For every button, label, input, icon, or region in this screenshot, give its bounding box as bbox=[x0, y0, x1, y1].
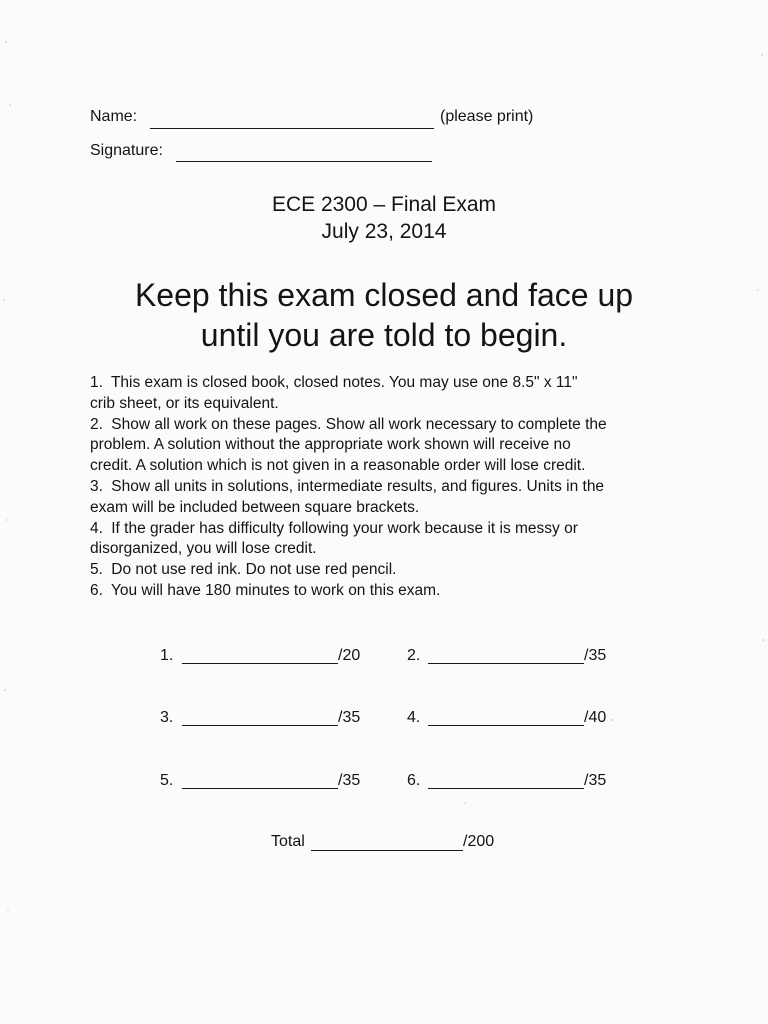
instruction-text: This exam is closed book, closed notes. You may use one 8.5" x 11" bbox=[110, 374, 578, 391]
score-max: /35 bbox=[338, 772, 361, 789]
score-blank[interactable] bbox=[428, 788, 584, 789]
instruction-text: If the grader has difficulty following your work because it is messy or bbox=[111, 519, 578, 537]
instruction-text: You will have 180 minutes to work on this exam. bbox=[110, 581, 441, 599]
score-max: /20 bbox=[338, 647, 361, 664]
score-max: /35 bbox=[584, 772, 607, 789]
score-number: 6. bbox=[407, 772, 421, 789]
instruction-number: 4. bbox=[90, 519, 103, 537]
name-field[interactable] bbox=[150, 128, 434, 129]
exam-title: ECE 2300 – Final Exam bbox=[271, 193, 497, 216]
score-number: 3. bbox=[160, 709, 174, 726]
score-row-problem-1 bbox=[160, 647, 370, 669]
total-label: Total bbox=[271, 833, 305, 850]
instructions-list bbox=[90, 373, 690, 602]
score-blank[interactable] bbox=[428, 663, 584, 664]
instruction-text-continued: disorganized, you will lose credit. bbox=[90, 540, 317, 558]
score-number: 2. bbox=[407, 647, 421, 664]
instruction-item bbox=[90, 581, 690, 602]
score-blank[interactable] bbox=[182, 725, 338, 726]
score-max: /35 bbox=[338, 709, 361, 726]
score-row-problem-2 bbox=[407, 647, 617, 669]
warning-line-2: until you are told to begin. bbox=[200, 317, 568, 353]
score-row-problem-4 bbox=[407, 709, 617, 731]
score-row-problem-5 bbox=[160, 772, 370, 794]
instruction-text-continued: credit. A solution which is not given in a reasonable order will lose credit. bbox=[90, 457, 586, 475]
score-blank[interactable] bbox=[182, 663, 338, 664]
score-blank[interactable] bbox=[428, 725, 584, 726]
score-number: 1. bbox=[160, 647, 174, 664]
signature-label: Signature: bbox=[90, 142, 163, 159]
instruction-number: 5. bbox=[90, 561, 103, 579]
instruction-number: 6. bbox=[90, 581, 103, 599]
score-row-problem-3 bbox=[160, 709, 370, 731]
instruction-text: Show all work on these pages. Show all work necessary to complete the bbox=[111, 415, 607, 433]
instruction-item bbox=[90, 477, 690, 498]
instruction-number: 2. bbox=[90, 415, 103, 433]
name-label: Name: bbox=[90, 108, 138, 125]
signature-field[interactable] bbox=[176, 161, 432, 162]
score-number: 4. bbox=[407, 709, 421, 726]
score-max: /40 bbox=[584, 709, 607, 726]
instruction-text-continued: crib sheet, or its equivalent. bbox=[90, 394, 279, 412]
instruction-text-continued: exam will be included between square brackets. bbox=[90, 498, 420, 516]
score-number: 5. bbox=[160, 772, 174, 789]
instruction-item bbox=[90, 373, 690, 394]
score-row-problem-6 bbox=[407, 772, 617, 794]
instruction-item bbox=[90, 415, 690, 436]
name-hint: (please print) bbox=[440, 108, 534, 125]
instruction-text: Do not use red ink. Do not use red pencil. bbox=[111, 561, 397, 579]
total-max: /200 bbox=[463, 833, 495, 850]
score-max: /35 bbox=[584, 647, 607, 664]
instruction-number: 1. bbox=[90, 374, 103, 391]
instruction-text: Show all units in solutions, intermediate results, and figures. Units in the bbox=[111, 477, 605, 495]
instruction-item bbox=[90, 519, 690, 540]
instruction-text-continued: problem. A solution without the appropriate work shown will receive no bbox=[90, 436, 571, 454]
score-blank[interactable] bbox=[182, 788, 338, 789]
exam-date: July 23, 2014 bbox=[321, 220, 447, 243]
instruction-item bbox=[90, 560, 690, 581]
warning-line-1: Keep this exam closed and face up bbox=[134, 277, 634, 313]
warning-notice bbox=[0, 275, 768, 355]
total-score-field[interactable] bbox=[311, 850, 463, 851]
instruction-number: 3. bbox=[90, 477, 103, 495]
